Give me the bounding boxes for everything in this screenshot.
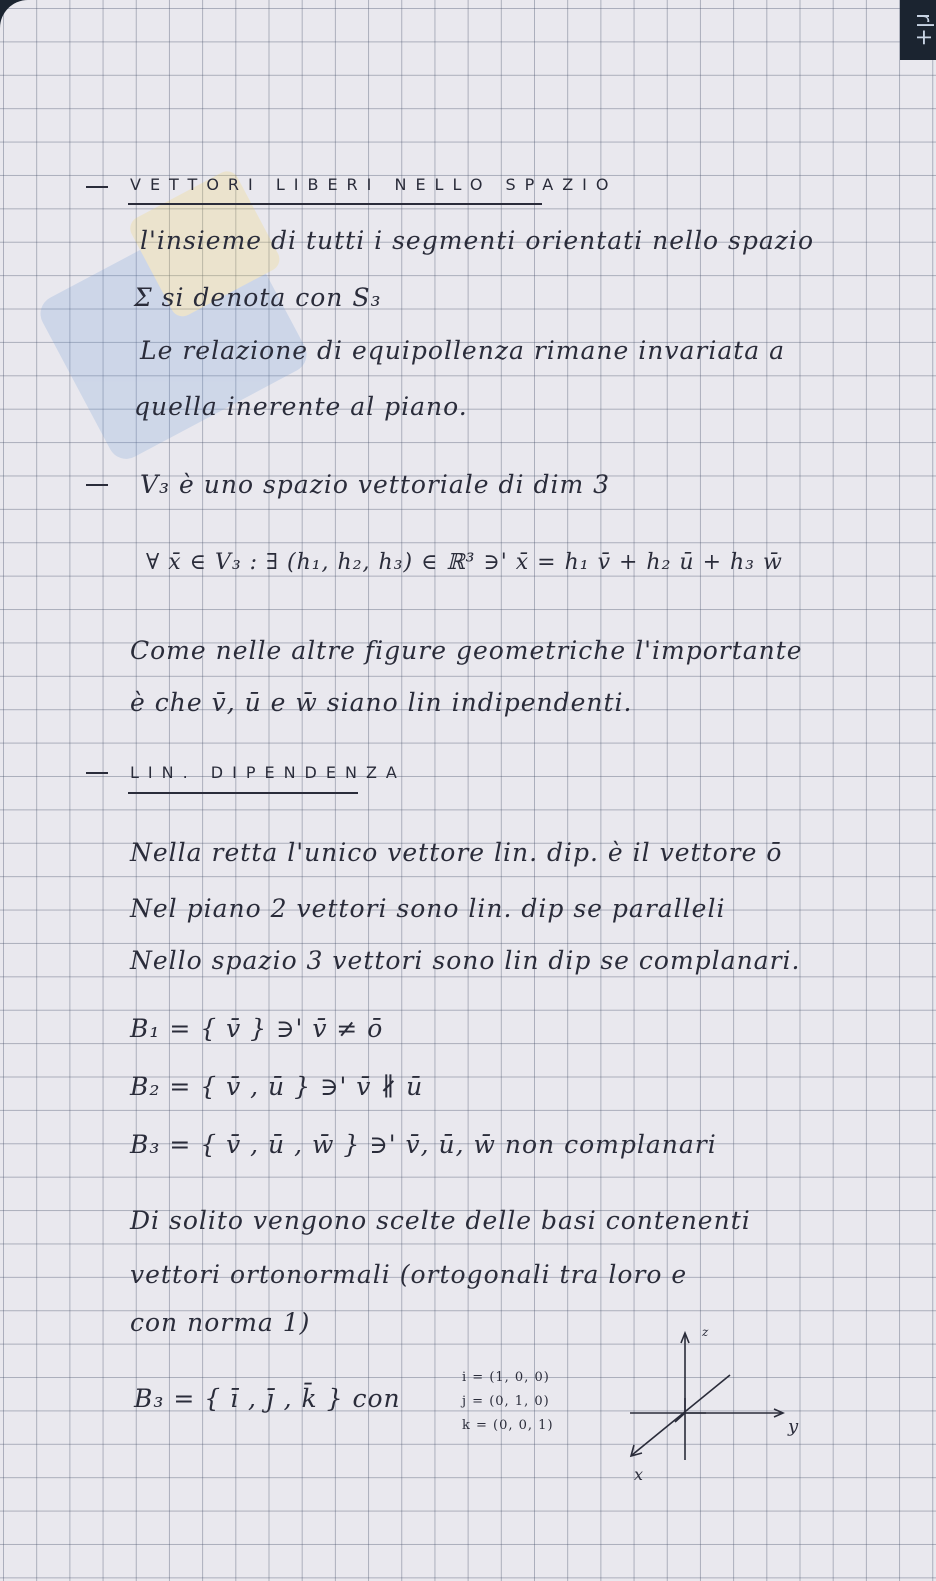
text-line-17: con norma 1) bbox=[130, 1308, 311, 1337]
basis-b3: B₃ = { v̄ , ū , w̄ } ∋' v̄, ū, w̄ non complanari bbox=[130, 1130, 717, 1159]
text-line-16: vettori ortonormali (ortogonali tra loro e bbox=[130, 1260, 688, 1289]
basis-ijk: B₃ = { ī , j̄ , k̄ } con bbox=[134, 1384, 401, 1413]
bullet-dash bbox=[86, 772, 108, 774]
formula-line: ∀ x̄ ∈ V₃ : ∃ (h₁, h₂, h₃) ∈ ℝ³ ∋' x̄ = h₁ v̄ + h₂ ū + h₃ w̄ bbox=[146, 550, 783, 575]
text-line-11: Nello spazio 3 vettori sono lin dip se complanari. bbox=[130, 946, 801, 975]
heading-underline bbox=[128, 203, 542, 205]
basis-k-def: k = (0, 0, 1) bbox=[462, 1418, 554, 1433]
bullet-dash bbox=[86, 484, 108, 486]
text-line-1: l'insieme di tutti i segmenti orientati nello spazio bbox=[140, 226, 814, 255]
basis-i-def: i = (1, 0, 0) bbox=[462, 1370, 550, 1385]
section-heading-vettori-liberi: VETTORI LIBERI NELLO SPAZIO bbox=[130, 175, 618, 194]
text-line-5: V₃ è uno spazio vettoriale di dim 3 bbox=[140, 470, 611, 499]
basis-j-def: j = (0, 1, 0) bbox=[462, 1394, 550, 1409]
text-line-7: Come nelle altre figure geometriche l'importante bbox=[130, 636, 803, 665]
bullet-dash bbox=[86, 186, 108, 188]
text-line-9: Nella retta l'unico vettore lin. dip. è il vettore ō bbox=[130, 838, 783, 867]
section-heading-lin-dipendenza: LIN. DIPENDENZA bbox=[130, 763, 406, 782]
text-line-15: Di solito vengono scelte delle basi contenenti bbox=[130, 1206, 751, 1235]
text-line-10: Nel piano 2 vettori sono lin. dip se paralleli bbox=[130, 894, 726, 923]
y-axis-label: y bbox=[788, 1416, 799, 1437]
coordinate-axes-sketch bbox=[610, 1320, 810, 1490]
x-axis bbox=[632, 1375, 730, 1455]
text-line-8: è che v̄, ū e w̄ siano lin indipendenti. bbox=[130, 688, 633, 717]
edge-label: rl+ bbox=[900, 0, 936, 60]
z-axis-label: z bbox=[702, 1325, 709, 1339]
basis-b1: B₁ = { v̄ } ∋' v̄ ≠ ō bbox=[130, 1014, 384, 1043]
x-axis-label: x bbox=[634, 1465, 644, 1484]
text-line-4: quella inerente al piano. bbox=[134, 392, 468, 421]
basis-b2: B₂ = { v̄ , ū } ∋' v̄ ∦ ū bbox=[130, 1072, 424, 1101]
text-line-3: Le relazione di equipollenza rimane invariata a bbox=[140, 336, 786, 365]
text-line-2: Σ si denota con S₃ bbox=[134, 283, 382, 312]
heading-underline bbox=[128, 792, 358, 794]
